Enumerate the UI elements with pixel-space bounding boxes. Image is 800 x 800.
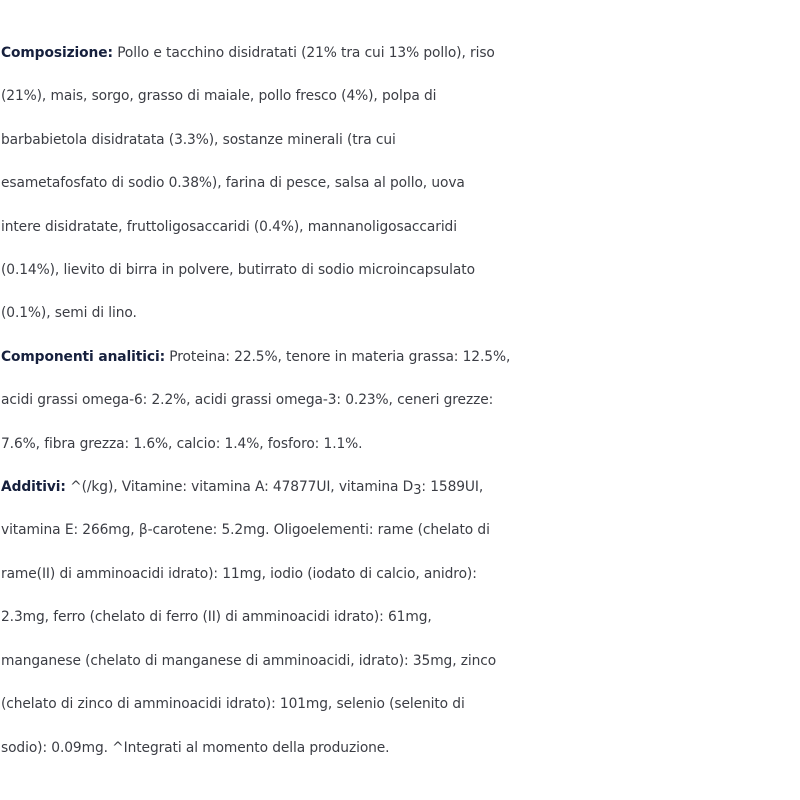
additives-label: Additivi:: [1, 479, 66, 496]
additives-section: [1, 466, 800, 770]
composition-section: [1, 32, 800, 336]
additives-line-4: 2.3mg, ferro (chelato di ferro (II) di amminoacidi idrato): 61mg,: [1, 609, 432, 626]
analytical-line-1: [1, 336, 800, 379]
additives-line-7: sodio): 0.09mg. ^Integrati al momento della produzione.: [1, 739, 390, 756]
additives-line-5: manganese (chelato di manganese di amminoacidi, idrato): 35mg, zinco: [1, 652, 497, 669]
additives-text-a: ^(/kg), Vitamine: vitamina A: 47877UI, vitamina D: [65, 479, 414, 496]
composition-line-5: intere disidratate, fruttoligosaccaridi (0.4%), mannanoligosaccaridi: [1, 218, 457, 235]
analytical-line-2: acidi grassi omega-6: 2.2%, acidi grassi omega-3: 0.23%, ceneri grezze:: [1, 392, 494, 409]
analytical-text: Proteina: 22.5%, tenore in materia grassa: 12.5%,: [165, 348, 511, 365]
additives-line-6: (chelato di zinco di amminoacidi idrato): 101mg, selenio (selenito di: [1, 696, 465, 713]
composition-line-3: barbabietola disidratata (3.3%), sostanze minerali (tra cui: [1, 131, 396, 148]
additives-line-2: vitamina E: 266mg, β-carotene: 5.2mg. Oligoelementi: rame (chelato di: [1, 522, 490, 539]
vitamin-d-subscript: 3: [413, 483, 422, 499]
additives-text-b: : 1589UI,: [421, 479, 484, 496]
composition-line-7: (0.1%), semi di lino.: [1, 305, 137, 322]
additives-line-3: rame(II) di amminoacidi idrato): 11mg, iodio (iodato di calcio, anidro):: [1, 565, 477, 582]
composition-line-4: esametafosfato di sodio 0.38%), farina di pesce, salsa al pollo, uova: [1, 175, 465, 192]
composition-text: Pollo e tacchino disidratati (21% tra cui 13% pollo), riso: [112, 45, 495, 61]
analytical-line-3: 7.6%, fibra grezza: 1.6%, calcio: 1.4%, fosforo: 1.1%.: [1, 435, 363, 452]
composition-line-6: (0.14%), lievito di birra in polvere, butirrato di sodio microincapsulato: [1, 262, 475, 279]
analytical-section: [1, 336, 800, 466]
composition-line-1: [1, 32, 800, 75]
composition-label: Composizione:: [1, 45, 113, 61]
analytical-label: Componenti analitici:: [1, 348, 166, 365]
composition-line-2: (21%), mais, sorgo, grasso di maiale, pollo fresco (4%), polpa di: [1, 88, 437, 105]
additives-line-1: [1, 466, 800, 509]
